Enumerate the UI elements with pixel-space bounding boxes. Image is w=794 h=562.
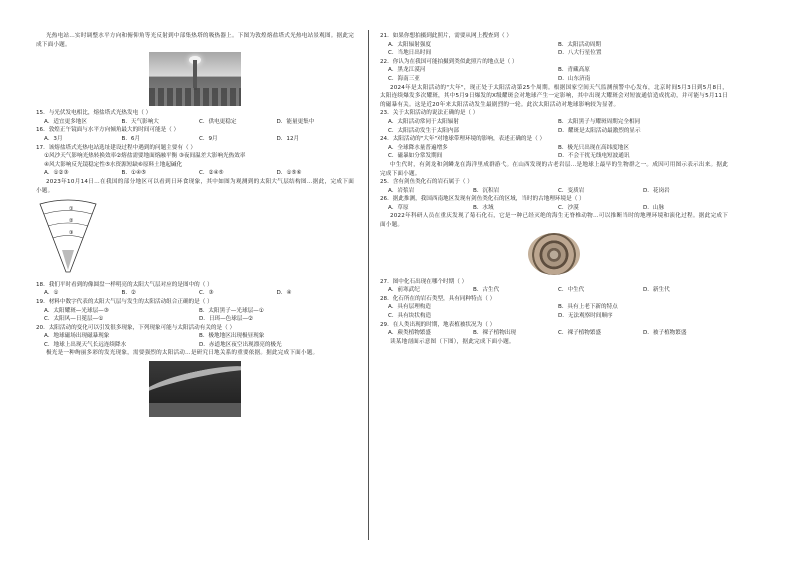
question-23: 23．关于太阳活动的说法正确的是（ ） [380, 110, 479, 117]
question-28: 28．化石所在的岩石类型，具有同种特点（ ） [380, 295, 496, 302]
option: A．草原 [388, 204, 409, 211]
question-21: 21．如果你想拍摄到此照片，需要从网上搜查到（ ） [380, 33, 512, 39]
option: B．6月 [121, 135, 141, 142]
option: B．② [121, 290, 136, 297]
options-29 [388, 329, 728, 338]
option: A．太阳耀斑—光球层—③ [44, 307, 109, 314]
options-25 [388, 187, 728, 196]
option: C．太阳活动发生于太阳内部 [388, 127, 460, 134]
option: A．地球磁场出现磁暴现象 [44, 333, 110, 340]
question-20: 20．太阳活动的变化可以引发很多现象，下列现象可能与太阳活动有关的是（ ） [36, 324, 236, 331]
question-17: 17．该熔盐塔式光热电站选址建设过程中遇到的问题主要有（ ） [36, 144, 196, 151]
options-17 [44, 169, 354, 178]
aurora-photo [149, 361, 241, 417]
question-15: 15．与光伏发电相比，熔盐塔式光热发电（ ） [36, 110, 152, 117]
option: B．裸子植物出现 [473, 330, 516, 337]
option: C．磁暴如分常发期间 [388, 153, 443, 160]
option: A．适宜更多地区 [44, 118, 87, 125]
right-column [380, 32, 728, 346]
solar-thermal-plant-photo [149, 52, 241, 106]
options-18 [44, 289, 354, 298]
option: A．黑龙江漠河 [388, 67, 426, 74]
option: B．青藏高原 [558, 67, 590, 74]
option: A．前寒武纪 [388, 287, 420, 294]
option: D．耀斑是太阳活动最激烈的显示 [558, 127, 641, 134]
passage-aurora: 极光是一种绚丽多彩的发光现象，需要强烈的太阳活动…是研究日地关系的重要依据。据此完成下面小题。 [46, 350, 319, 357]
question-29: 29．在人类出现的时期，地表植被状况为（ ） [380, 321, 496, 328]
option: D．新生代 [643, 287, 670, 294]
options-16 [44, 135, 354, 144]
option: C．中生代 [558, 287, 585, 294]
option: C．具有块状构造 [388, 313, 432, 320]
diagram-layer-line [53, 236, 83, 239]
option: C．沙漠 [558, 204, 579, 211]
option: D．八大行星位置 [558, 50, 602, 57]
option: B．太阳黑子与耀斑周期完全相同 [558, 118, 641, 125]
option: C．地球上出现天气长远连续降水 [44, 341, 127, 348]
option: D．能量更集中 [276, 118, 315, 125]
option: A．岩浆岩 [388, 187, 415, 194]
options-26 [388, 204, 728, 213]
question-25: 25．含有剑鱼类化石的岩石属于（ ） [380, 179, 473, 186]
option: A．蕨类植物繁盛 [388, 330, 431, 337]
option: A．①②③ [44, 170, 69, 177]
passage-eclipse: 2023年10月14日…在我国的部分地区可以看到日环食现象，其中如图为观测到的太阳大气层结构图…据此，完成下面小题。 [36, 178, 354, 194]
question-26: 26．据此推测，我国西南地区发现有剑鱼类化石的区域，当时的古地理环境是（ ） [380, 196, 585, 203]
option: D．④ [276, 290, 292, 297]
option: C．9月 [199, 135, 218, 142]
question-16: 16．敦煌正午镜面与水平方向倾角最大的时间可能是（ ） [36, 127, 180, 134]
question-24: 24．太阳活动的"大年"对地球带理环境的影响，表述正确的是（ ） [380, 136, 546, 143]
options-20 [44, 332, 354, 349]
option: A．太阳活动常同于太阳辐射 [388, 118, 459, 125]
option: D．山东济南 [558, 75, 591, 82]
options-23 [388, 118, 728, 135]
option: C．海南三亚 [388, 75, 420, 82]
question-17-items-2: ④风大影响反光镜稳定性⑤水资源短缺⑥原料土地起碱化 [44, 161, 183, 168]
option: B．古生代 [473, 287, 500, 294]
option: B．具有上老下新的特点 [558, 304, 618, 311]
options-15 [44, 118, 354, 127]
option: B．极地地区出现极昼现象 [199, 333, 265, 340]
option: C．裸子植物繁盛 [558, 330, 602, 337]
passage-ammonite: 2022年科研人员在重庆发现了菊石化石，它是一种已经灭绝的海生无脊椎动物…可以推断当时的地理环境和演化过程。据此完成下面小题。 [380, 213, 728, 229]
option: B．天气影响大 [121, 118, 159, 125]
option: D．无法观察时间顺序 [558, 313, 613, 320]
option: C．供电更稳定 [199, 118, 237, 125]
option: D．①⑤⑥ [276, 170, 302, 177]
option: B．水域 [473, 204, 494, 211]
column-divider [368, 30, 369, 540]
option: A．具有层理构造 [388, 304, 431, 311]
option: A．① [44, 290, 59, 297]
options-19 [44, 307, 354, 324]
option: D．赤道地区夜空出现漂亮的极光 [199, 341, 282, 348]
diagram-layer-line [48, 223, 88, 226]
option: B．极光只出现在高纬度地区 [558, 144, 629, 151]
option: D．12月 [276, 135, 300, 142]
option: C．变质岩 [558, 187, 585, 194]
option: A．3月 [44, 135, 63, 142]
question-19: 19．材料中数字代表的太阳大气层与发生的太阳活动组合正确的是（ ） [36, 298, 213, 305]
option: B．①④⑤ [121, 170, 146, 177]
diagram-label: ③ [69, 230, 74, 237]
option: B．沉积岩 [473, 187, 500, 194]
passage-profile: 读某地剖面示意图（下图），据此完成下面小题。 [390, 338, 515, 345]
diagram-layer-line [44, 211, 92, 215]
question-22: 22．你认为在我国可能拍摄到类似此照片的地点是（ ） [380, 58, 518, 65]
options-22 [388, 66, 728, 83]
options-28 [388, 303, 728, 320]
option: A．全球降水量普遍增多 [388, 144, 448, 151]
option: B．太阳黑子—光球层—① [199, 307, 264, 314]
sun-atmosphere-diagram [36, 198, 100, 274]
passage-solar-plant: 光热电站…实时调整水平方向和俯仰角等光反射到中部集热塔的吸热器上。下图为敦煌熔盐塔式光热电站景观图。据此完成下面小题。 [36, 33, 354, 48]
diagram-label: ① [69, 206, 74, 213]
option: D．不会干扰无线电短波通讯 [558, 153, 630, 160]
question-18: 18．我们平时看到的像圆盘一样明亮的太阳大气层对应的是图中的（ ） [36, 281, 213, 288]
option: C．太阳风—日冕层—① [44, 316, 104, 323]
question-27: 27．图中化石出现在哪个时期（ ） [380, 278, 468, 285]
option: D．花岗岩 [643, 187, 670, 194]
option: C．③ [199, 290, 214, 297]
question-17-items-1: ①风沙天气影响光热转换效率②熔盐需要地面熔融平衡 ③夜间温差大影响光热效率 [44, 153, 246, 160]
option: D．日珥—色球层—② [199, 316, 254, 323]
options-27 [388, 286, 728, 295]
option: A．太阳辐射强度 [388, 41, 431, 48]
option: B．太阳活动周期 [558, 41, 601, 48]
options-21 [388, 41, 728, 58]
passage-fossil-fish: 中生代时，有剑龙和剑鳞龙在海洋里成群游弋。在山西发现的古老岩层…是地球上最早的生物群之一。成因可用图示表示出来。据此完成下面小题。 [380, 161, 728, 177]
option: C．②④⑤ [199, 170, 224, 177]
ammonite-fossil-photo [528, 233, 580, 275]
passage-solar-activity: 2024年是太阳活动的"大年"，现正处于太阳活动第25个周期。根据国家空间天气监测预警中心发布，北京时间5月3日到5月8日，太阳连续爆发多次耀斑，其中5月9日爆发的X级耀斑会对地球产生一定影响，其中出现大耀斑会对短波通信造成扰动，并可能与5月11日的磁暴有关。这是近20年来太阳活动发生最剧烈的一轮。此次太阳活动对地球影响较为显著。 [380, 84, 728, 108]
option: D．被子植物繁盛 [643, 330, 687, 337]
left-column [36, 32, 354, 420]
option: C．当地日出时间 [388, 50, 432, 57]
option: D．山脉 [643, 204, 665, 211]
options-24 [388, 144, 728, 161]
diagram-label: ② [69, 218, 74, 225]
